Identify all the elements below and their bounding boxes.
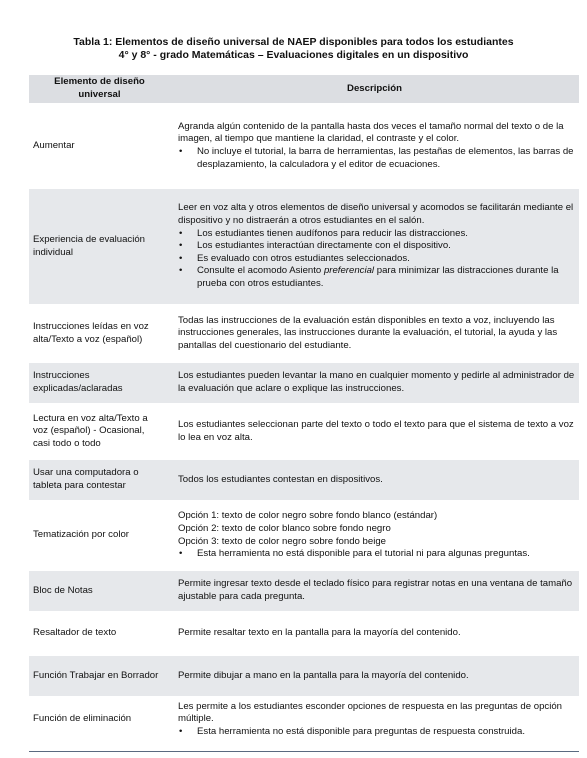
row-description — [170, 697, 579, 741]
description-text: Agranda algún contenido de la pantalla hasta dos veces el tamaño normal del texto o de la imagen, al tiempo que mantiene la claridad, el contraste y el color. — [178, 120, 564, 145]
header-description: Descripción — [170, 75, 579, 104]
row-description: Permite resaltar texto en la pantalla para la mayoría del contenido. — [170, 612, 579, 655]
table-row — [29, 188, 579, 305]
row-element-label: Instrucciones leídas en voz alta/Texto a voz (español) — [29, 305, 170, 362]
option-line: Opción 1: texto de color negro sobre fondo blanco (estándar) — [178, 510, 438, 522]
table-header-row — [29, 75, 579, 104]
row-element-label: Aumentar — [29, 104, 170, 188]
bullet-list — [178, 146, 575, 171]
bullet-text-after: para minimizar las distracciones durante la prueba con otros estudiantes. — [197, 265, 559, 289]
bullet-item — [178, 265, 575, 290]
table-bottom-rule — [29, 751, 579, 752]
table-row — [29, 404, 579, 459]
table-row — [29, 501, 579, 570]
row-element-label: Usar una computadora o tableta para contestar — [29, 459, 170, 501]
description-text: Les permite a los estudiantes esconder opciones de respuesta en las preguntas de opción múltiple. — [178, 700, 562, 725]
description-text: Leer en voz alta y otros elementos de diseño universal y acomodos se facilitarán mediante el dispositivo y no distraerán a otros estudiantes en el salón. — [178, 202, 574, 227]
row-description — [170, 501, 579, 570]
row-description — [170, 188, 579, 305]
bullet-text-italic: preferencial — [323, 265, 375, 277]
table-row — [29, 362, 579, 404]
row-element-label: Experiencia de evaluación individual — [29, 188, 170, 305]
table-row — [29, 612, 579, 655]
row-element-label: Función de eliminación — [29, 697, 170, 741]
bullet-list — [178, 726, 575, 739]
row-element-label: Bloc de Notas — [29, 570, 170, 612]
row-description: Todas las instrucciones de la evaluación están disponibles en texto a voz, incluyendo las instrucciones generales, las instrucciones durante la evaluación, el tutorial, la ayuda y las pantallas del cuestionario del estudiante. — [170, 305, 579, 362]
bullet-item: • Es evaluado con otros estudiantes seleccionados. — [178, 253, 575, 266]
bullet-list — [178, 228, 575, 291]
table-title-line-2: 4° y 8° - grado Matemáticas – Evaluaciones digitales en un dispositivo — [118, 48, 469, 61]
bullet-item: • Esta herramienta no está disponible para el tutorial ni para algunas preguntas. — [178, 548, 575, 561]
table-row — [29, 697, 579, 741]
row-description: Todos los estudiantes contestan en dispositivos. — [170, 459, 579, 501]
row-description: Los estudiantes seleccionan parte del texto o todo el texto para que el sistema de texto a voz lo lea en voz alta. — [170, 404, 579, 459]
row-element-label: Función Trabajar en Borrador — [29, 655, 170, 697]
bullet-text-before: Consulte el acomodo Asiento — [197, 265, 324, 277]
table-row — [29, 570, 579, 612]
table-row — [29, 655, 579, 697]
row-element-label: Resaltador de texto — [29, 612, 170, 655]
option-line: Opción 2: texto de color blanco sobre fondo negro — [178, 522, 391, 534]
universal-design-table — [29, 75, 579, 741]
row-element-label: Lectura en voz alta/Texto a voz (español) - Ocasional, casi todo o todo — [29, 404, 170, 459]
option-line: Opción 3: texto de color negro sobre fondo beige — [178, 535, 387, 547]
bullet-item: • Esta herramienta no está disponible para preguntas de respuesta construida. — [178, 726, 575, 739]
bullet-item: • Los estudiantes interactúan directamente con el dispositivo. — [178, 240, 575, 253]
row-description: Los estudiantes pueden levantar la mano en cualquier momento y pedirle al administrador de la evaluación que aclare o explique las instrucciones. — [170, 362, 579, 404]
bullet-item: • No incluye el tutorial, la barra de herramientas, las pestañas de elementos, las barras de desplazamiento, la calculadora y el editor de ecuaciones. — [178, 146, 575, 171]
row-description: Permite ingresar texto desde el teclado físico para registrar notas en una ventana de tamaño ajustable para cada pregunta. — [170, 570, 579, 612]
row-description — [170, 104, 579, 188]
row-element-label: Instrucciones explicadas/aclaradas — [29, 362, 170, 404]
bullet-list — [178, 548, 575, 561]
header-element: Elemento de diseño universal — [29, 75, 170, 104]
row-description: Permite dibujar a mano en la pantalla para la mayoría del contenido. — [170, 655, 579, 697]
table-title-line-1: Tabla 1: Elementos de diseño universal de NAEP disponibles para todos los estudiantes — [73, 36, 514, 48]
bullet-item: • Los estudiantes tienen audífonos para reducir las distracciones. — [178, 228, 575, 241]
table-title — [0, 36, 587, 61]
row-element-label: Tematización por color — [29, 501, 170, 570]
table-row — [29, 459, 579, 501]
table-row — [29, 305, 579, 362]
table-row — [29, 104, 579, 188]
